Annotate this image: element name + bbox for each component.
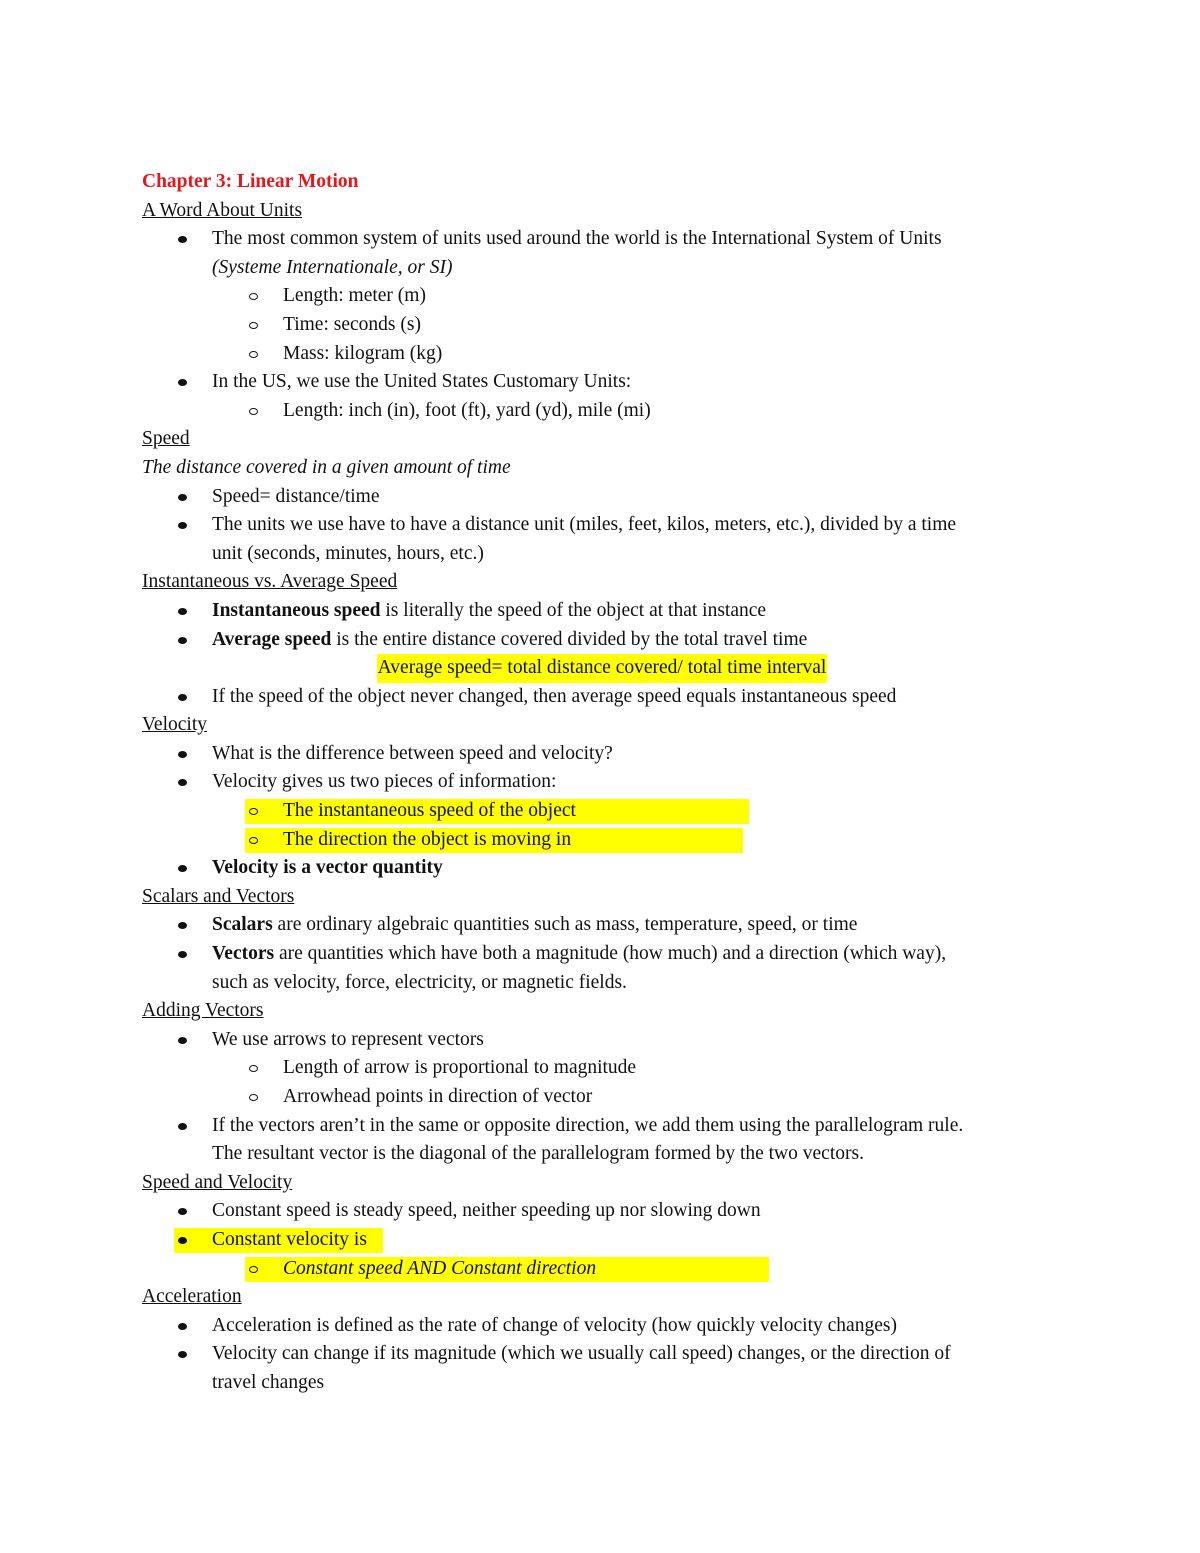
sub-list-item-highlighted: The direction the object is moving in	[142, 826, 1062, 855]
bullet-dot-icon	[178, 751, 187, 758]
list-item: Scalars are ordinary algebraic quantities such as mass, temperature, speed, or time	[142, 911, 1062, 940]
bullet-dot-icon	[178, 494, 187, 501]
bullet-dot-icon	[178, 922, 187, 929]
bullet-dot-icon	[178, 522, 187, 529]
bullet-dot-icon	[178, 637, 187, 644]
list-item: Velocity can change if its magnitude (which we usually call speed) changes, or the direction of	[142, 1340, 1062, 1369]
bullet-ring-icon	[249, 293, 258, 300]
list-item-continuation: The resultant vector is the diagonal of the parallelogram formed by the two vectors.	[212, 1143, 864, 1165]
bullet-dot-icon	[178, 951, 187, 958]
bullet-ring-icon	[249, 837, 258, 844]
bullet-ring-icon	[249, 1065, 258, 1072]
bullet-ring-icon	[249, 322, 258, 329]
bullet-dot-icon	[178, 865, 187, 872]
sub-list-item: Time: seconds (s)	[142, 311, 1062, 340]
speed-definition: The distance covered in a given amount of time	[142, 456, 511, 478]
sub-list-item-highlighted: Constant speed AND Constant direction	[142, 1255, 1062, 1284]
bullet-ring-icon	[249, 1266, 258, 1273]
heading-velocity: Velocity	[142, 714, 207, 736]
sub-list-item: Length: inch (in), foot (ft), yard (yd), mile (mi)	[142, 397, 1062, 426]
list-item: Instantaneous speed is literally the speed of the object at that instance	[142, 597, 1062, 626]
bullet-dot-icon	[178, 779, 187, 786]
sub-list-item-highlighted: The instantaneous speed of the object	[142, 797, 1062, 826]
bullet-ring-icon	[249, 351, 258, 358]
list-item: Vectors are quantities which have both a magnitude (how much) and a direction (which way),	[142, 940, 1062, 969]
heading-adding-vectors: Adding Vectors	[142, 1000, 264, 1022]
list-item-highlighted: Constant velocity is	[142, 1226, 1062, 1255]
bullet-dot-icon	[178, 1123, 187, 1130]
bullet-ring-icon	[249, 1094, 258, 1101]
list-item: The units we use have to have a distance unit (miles, feet, kilos, meters, etc.), divided by a time	[142, 511, 1062, 540]
list-item: What is the difference between speed and velocity?	[142, 740, 1062, 769]
list-item: The most common system of units used around the world is the International System of Units	[142, 225, 1062, 254]
average-speed-formula: Average speed= total distance covered/ total time interval	[142, 654, 1062, 683]
list-item-continuation: travel changes	[212, 1371, 325, 1393]
list-item: We use arrows to represent vectors	[142, 1026, 1062, 1055]
bullet-dot-icon	[178, 1351, 187, 1358]
sub-list-item: Mass: kilogram (kg)	[142, 340, 1062, 369]
list-item-continuation: such as velocity, force, electricity, or magnetic fields.	[212, 971, 627, 993]
list-item: Constant speed is steady speed, neither speeding up nor slowing down	[142, 1197, 1062, 1226]
sub-list-item: Length: meter (m)	[142, 282, 1062, 311]
bullet-dot-icon	[178, 236, 187, 243]
bullet-dot-icon	[178, 1208, 187, 1215]
bullet-dot-icon	[178, 1237, 187, 1244]
heading-speed: Speed	[142, 428, 190, 450]
heading-acceleration: Acceleration	[142, 1286, 242, 1308]
heading-units: A Word About Units	[142, 199, 303, 221]
bullet-dot-icon	[178, 1037, 187, 1044]
bullet-dot-icon	[178, 694, 187, 701]
list-item: Velocity gives us two pieces of information:	[142, 768, 1062, 797]
chapter-title: Chapter 3: Linear Motion	[142, 171, 359, 192]
heading-scalars-vectors: Scalars and Vectors	[142, 885, 295, 907]
bullet-dot-icon	[178, 608, 187, 615]
list-item: If the vectors aren’t in the same or opposite direction, we add them using the parallelogram rule.	[142, 1112, 1062, 1141]
bullet-ring-icon	[249, 408, 258, 415]
bullet-dot-icon	[178, 1323, 187, 1330]
heading-speed-velocity: Speed and Velocity	[142, 1171, 293, 1193]
list-item-continuation: (Systeme Internationale, or SI)	[212, 256, 453, 278]
list-item: Average speed is the entire distance covered divided by the total travel time	[142, 626, 1062, 655]
list-item: If the speed of the object never changed, then average speed equals instantaneous speed	[142, 683, 1062, 712]
sub-list-item: Arrowhead points in direction of vector	[142, 1083, 1062, 1112]
sub-list-item: Length of arrow is proportional to magnitude	[142, 1054, 1062, 1083]
list-item: Velocity is a vector quantity	[142, 854, 1062, 883]
list-item: Acceleration is defined as the rate of change of velocity (how quickly velocity changes)	[142, 1312, 1062, 1341]
heading-instantaneous-average: Instantaneous vs. Average Speed	[142, 571, 398, 593]
document-page	[142, 168, 1062, 1398]
bullet-ring-icon	[249, 808, 258, 815]
list-item: In the US, we use the United States Customary Units:	[142, 368, 1062, 397]
list-item-continuation: unit (seconds, minutes, hours, etc.)	[212, 542, 484, 564]
list-item: Speed= distance/time	[142, 483, 1062, 512]
bullet-dot-icon	[178, 379, 187, 386]
